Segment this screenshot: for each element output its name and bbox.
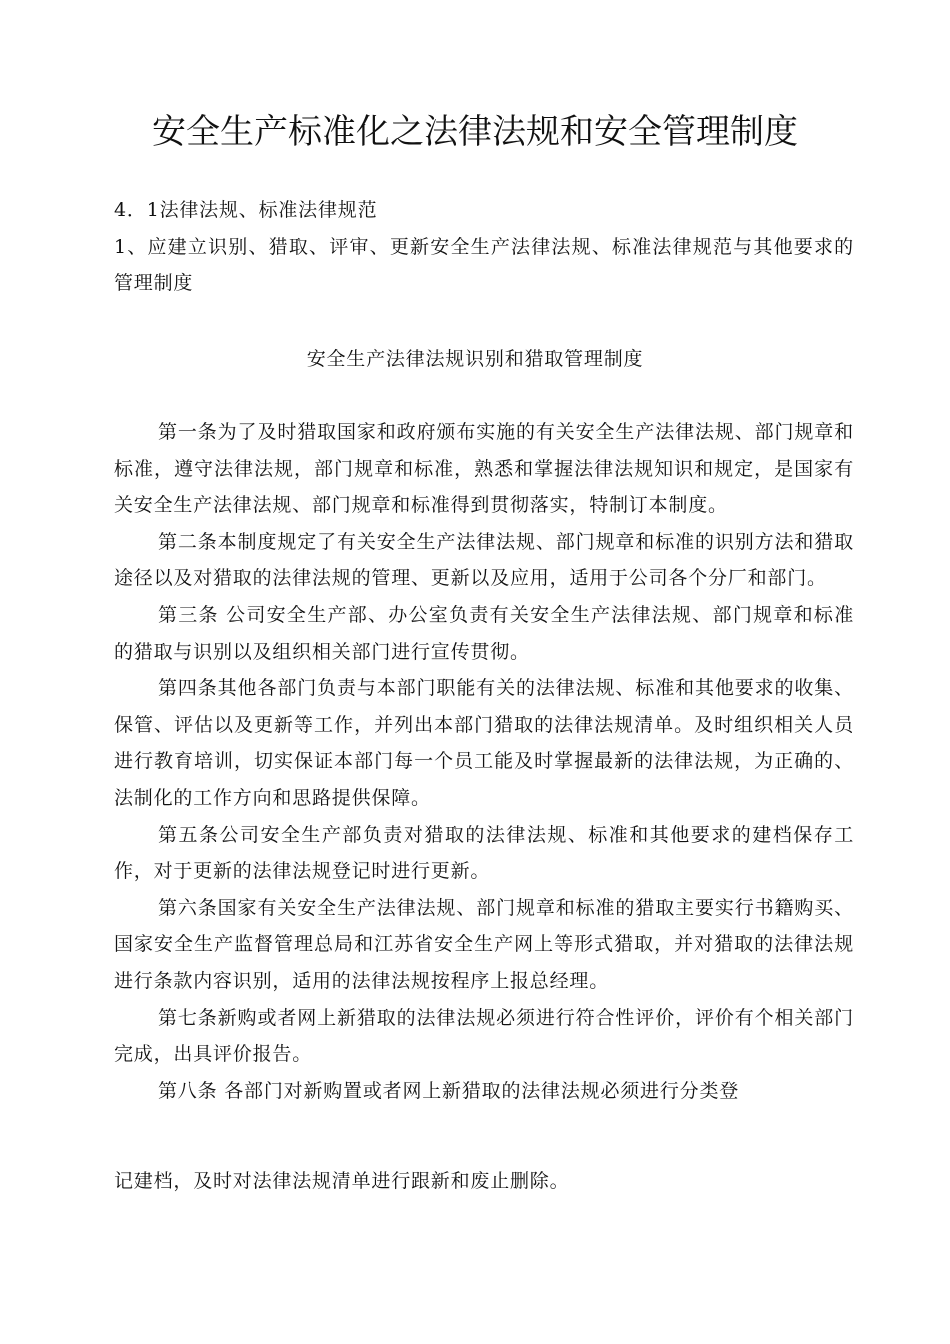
article-7: 第七条新购或者网上新猎取的法律法规必须进行符合性评价，评价有个相关部门完成，出具评价报告。 [114,1006,854,1066]
article-1: 第一条为了及时猎取国家和政府颁布实施的有关安全生产法律法规、部门规章和标准，遵守法律法规，部门规章和标准，熟悉和掌握法律法规知识和规定，是国家有关安全生产法律法规、部门规章和标准得到贯彻落实，特制订本制度。 [114,421,854,517]
article-8: 第八条 各部门对新购置或者网上新猎取的法律法规必须进行分类登 [158,1079,740,1102]
article-6: 第六条国家有关安全生产法律法规、部门规章和标准的猎取主要实行书籍购买、国家安全生产监督管理总局和江苏省安全生产网上等形式猎取，并对猎取的法律法规进行条款内容识别，适用的法律法规按程序上报总经理。 [114,896,854,992]
articles-body [114,414,854,1109]
article-2: 第二条本制度规定了有关安全生产法律法规、部门规章和标准的识别方法和猎取途径以及对猎取的法律法规的管理、更新以及应用，适用于公司各个分厂和部门。 [114,530,854,590]
article-5: 第五条公司安全生产部负责对猎取的法律法规、标准和其他要求的建档保存工作，对于更新的法律法规登记时进行更新。 [114,823,854,883]
regulation-subtitle: 安全生产法律法规识别和猎取管理制度 [306,348,644,370]
section-heading: 4．1法律法规、标准法律规范 [114,199,378,221]
article-3: 第三条 公司安全生产部、办公室负责有关安全生产法律法规、部门规章和标准的猎取与识别以及组织相关部门进行宣传贯彻。 [114,603,854,663]
article-4: 第四条其他各部门负责与本部门职能有关的法律法规、标准和其他要求的收集、保管、评估以及更新等工作，并列出本部门猎取的法律法规清单。及时组织相关人员进行教育培训，切实保证本部门每一个员工能及时掌握最新的法律法规，为正确的、法制化的工作方向和思路提供保障。 [114,677,854,809]
requirement-paragraph: 1、应建立识别、猎取、评审、更新安全生产法律法规、标准法律规范与其他要求的管理制度 [114,236,854,294]
document-title: 安全生产标准化之法律法规和安全管理制度 [152,112,798,152]
article-8-continuation: 记建档，及时对法律法规清单进行跟新和废止删除。 [114,1170,570,1192]
